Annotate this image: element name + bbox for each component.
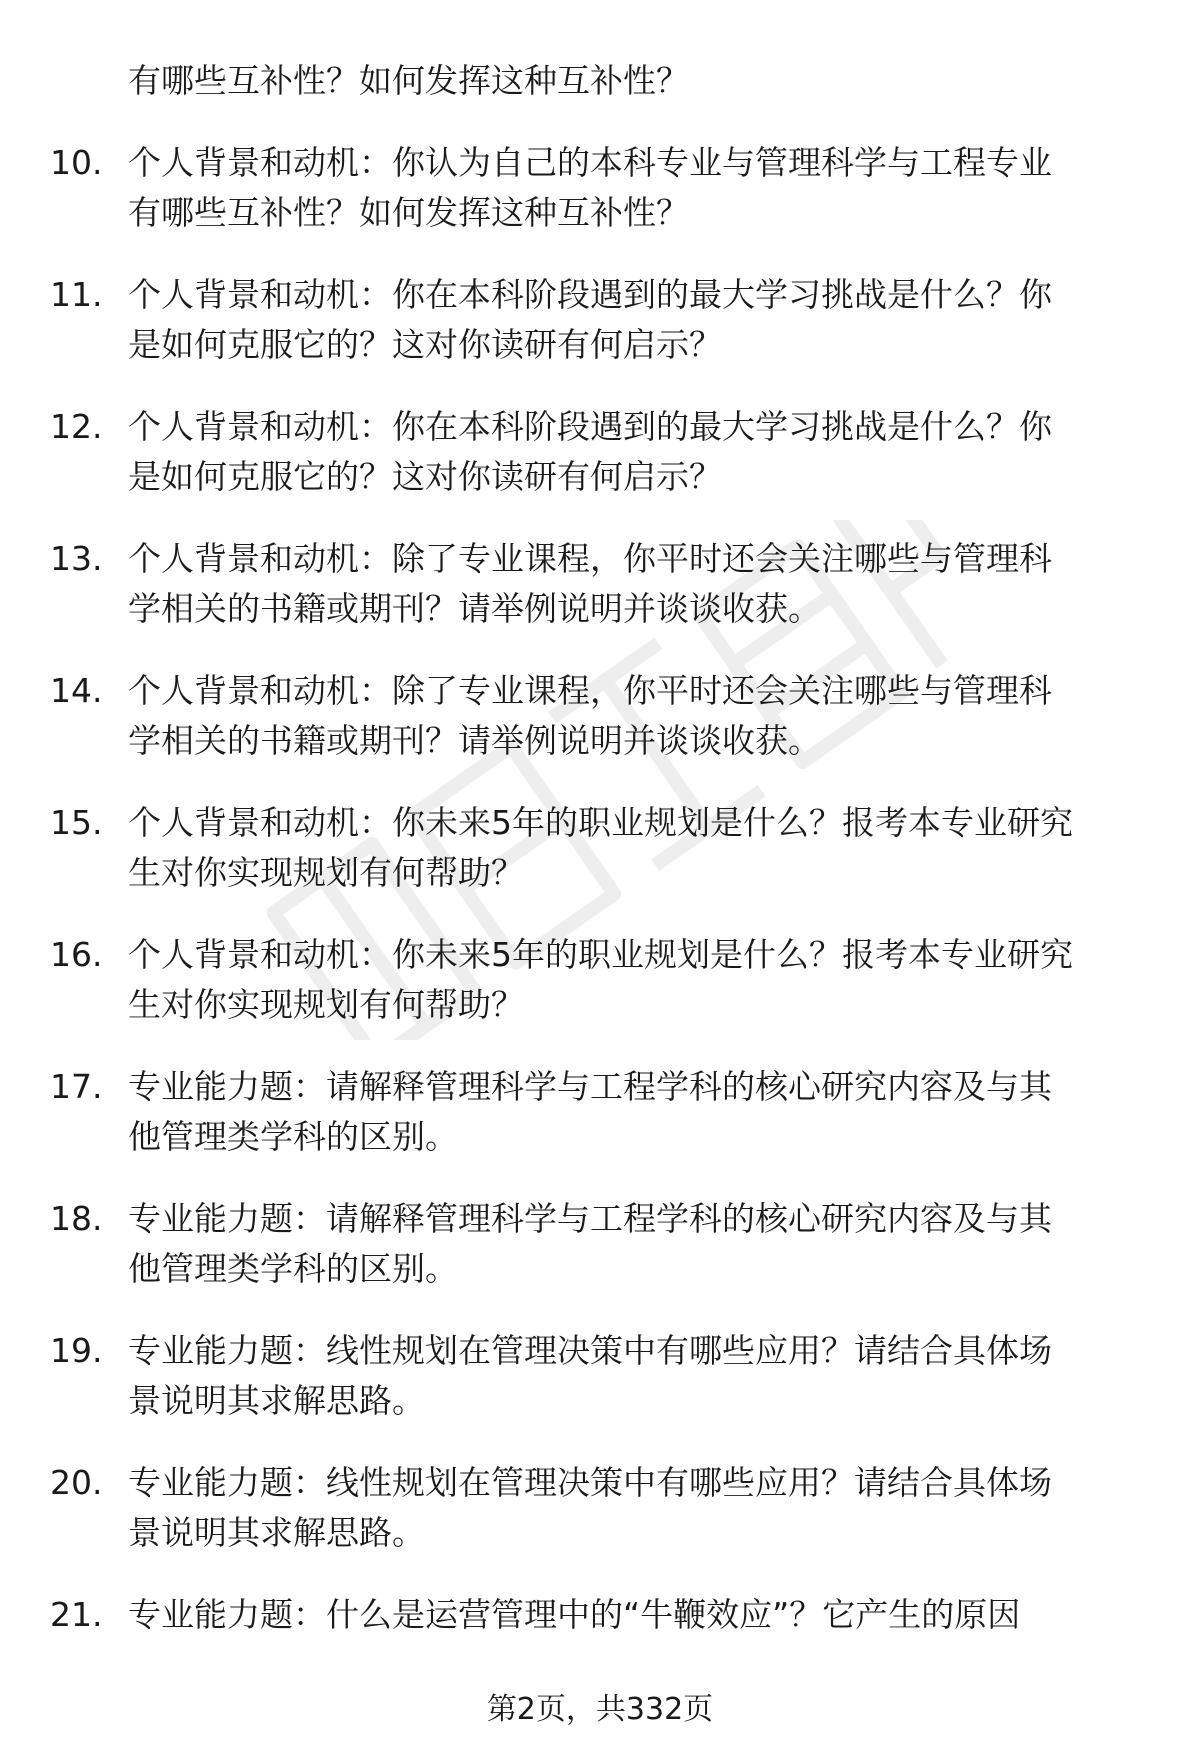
question-item xyxy=(0,270,1200,370)
question-line: 专业能力题：什么是运营管理中的“牛鞭效应”？它产生的原因 xyxy=(128,1595,1021,1634)
question-text xyxy=(128,1326,1148,1426)
question-line: 他管理类学科的区别。 xyxy=(128,1249,458,1288)
question-text xyxy=(128,402,1148,502)
question-number: 17. xyxy=(50,1067,103,1106)
question-line: 是如何克服它的？这对你读研有何启示？ xyxy=(128,325,722,364)
question-line: 个人背景和动机：你未来5年的职业规划是什么？报考本专业研究 xyxy=(128,803,1073,842)
question-item xyxy=(0,666,1200,766)
question-item xyxy=(0,402,1200,502)
question-line: 专业能力题：请解释管理科学与工程学科的核心研究内容及与其 xyxy=(128,1199,1052,1238)
question-line: 专业能力题：线性规划在管理决策中有哪些应用？请结合具体场 xyxy=(128,1463,1052,1502)
question-text xyxy=(128,930,1148,1030)
question-line: 个人背景和动机：除了专业课程，你平时还会关注哪些与管理科 xyxy=(128,539,1052,578)
question-line: 生对你实现规划有何帮助？ xyxy=(128,985,524,1024)
question-text xyxy=(128,1194,1148,1294)
question-item xyxy=(0,138,1200,238)
question-text xyxy=(128,666,1148,766)
question-line: 生对你实现规划有何帮助？ xyxy=(128,853,524,892)
question-line: 个人背景和动机：你在本科阶段遇到的最大学习挑战是什么？你 xyxy=(128,275,1052,314)
question-item xyxy=(0,1326,1200,1426)
question-number: 16. xyxy=(50,935,103,974)
question-number: 20. xyxy=(50,1463,103,1502)
question-line: 个人背景和动机：除了专业课程，你平时还会关注哪些与管理科 xyxy=(128,671,1052,710)
question-text xyxy=(128,138,1148,238)
question-text xyxy=(128,270,1148,370)
question-number: 18. xyxy=(50,1199,103,1238)
question-number: 14. xyxy=(50,671,103,710)
question-line: 学相关的书籍或期刊？请举例说明并谈谈收获。 xyxy=(128,721,821,760)
question-line: 专业能力题：线性规划在管理决策中有哪些应用？请结合具体场 xyxy=(128,1331,1052,1370)
question-line: 个人背景和动机：你未来5年的职业规划是什么？报考本专业研究 xyxy=(128,935,1073,974)
question-line: 是如何克服它的？这对你读研有何启示？ xyxy=(128,457,722,496)
question-line: 景说明其求解思路。 xyxy=(128,1513,425,1552)
question-item xyxy=(0,1062,1200,1162)
question-line: 个人背景和动机：你认为自己的本科专业与管理科学与工程专业 xyxy=(128,143,1052,182)
question-number: 10. xyxy=(50,143,103,182)
question-number: 21. xyxy=(50,1595,103,1634)
continuation-line: 有哪些互补性？如何发挥这种互补性？ xyxy=(128,61,689,100)
question-number: 15. xyxy=(50,803,103,842)
question-line: 景说明其求解思路。 xyxy=(128,1381,425,1420)
question-line: 他管理类学科的区别。 xyxy=(128,1117,458,1156)
question-line: 学相关的书籍或期刊？请举例说明并谈谈收获。 xyxy=(128,589,821,628)
question-item xyxy=(0,798,1200,898)
question-list xyxy=(0,138,1200,1640)
question-item xyxy=(0,930,1200,1030)
question-text xyxy=(128,1062,1148,1162)
question-number: 19. xyxy=(50,1331,103,1370)
question-text xyxy=(128,1458,1148,1558)
question-number: 13. xyxy=(50,539,103,578)
document-body xyxy=(0,56,1200,1672)
question-item xyxy=(0,1458,1200,1558)
question-text xyxy=(128,1590,1148,1640)
question-item xyxy=(0,1590,1200,1640)
question-line: 个人背景和动机：你在本科阶段遇到的最大学习挑战是什么？你 xyxy=(128,407,1052,446)
question-item xyxy=(0,1194,1200,1294)
question-number: 11. xyxy=(50,275,103,314)
question-text xyxy=(128,534,1148,634)
page-footer: 第2页，共332页 xyxy=(486,1692,714,1727)
question-text xyxy=(128,798,1148,898)
question-line: 有哪些互补性？如何发挥这种互补性？ xyxy=(128,193,689,232)
question-item xyxy=(0,534,1200,634)
question-line: 专业能力题：请解释管理科学与工程学科的核心研究内容及与其 xyxy=(128,1067,1052,1106)
question-number: 12. xyxy=(50,407,103,446)
